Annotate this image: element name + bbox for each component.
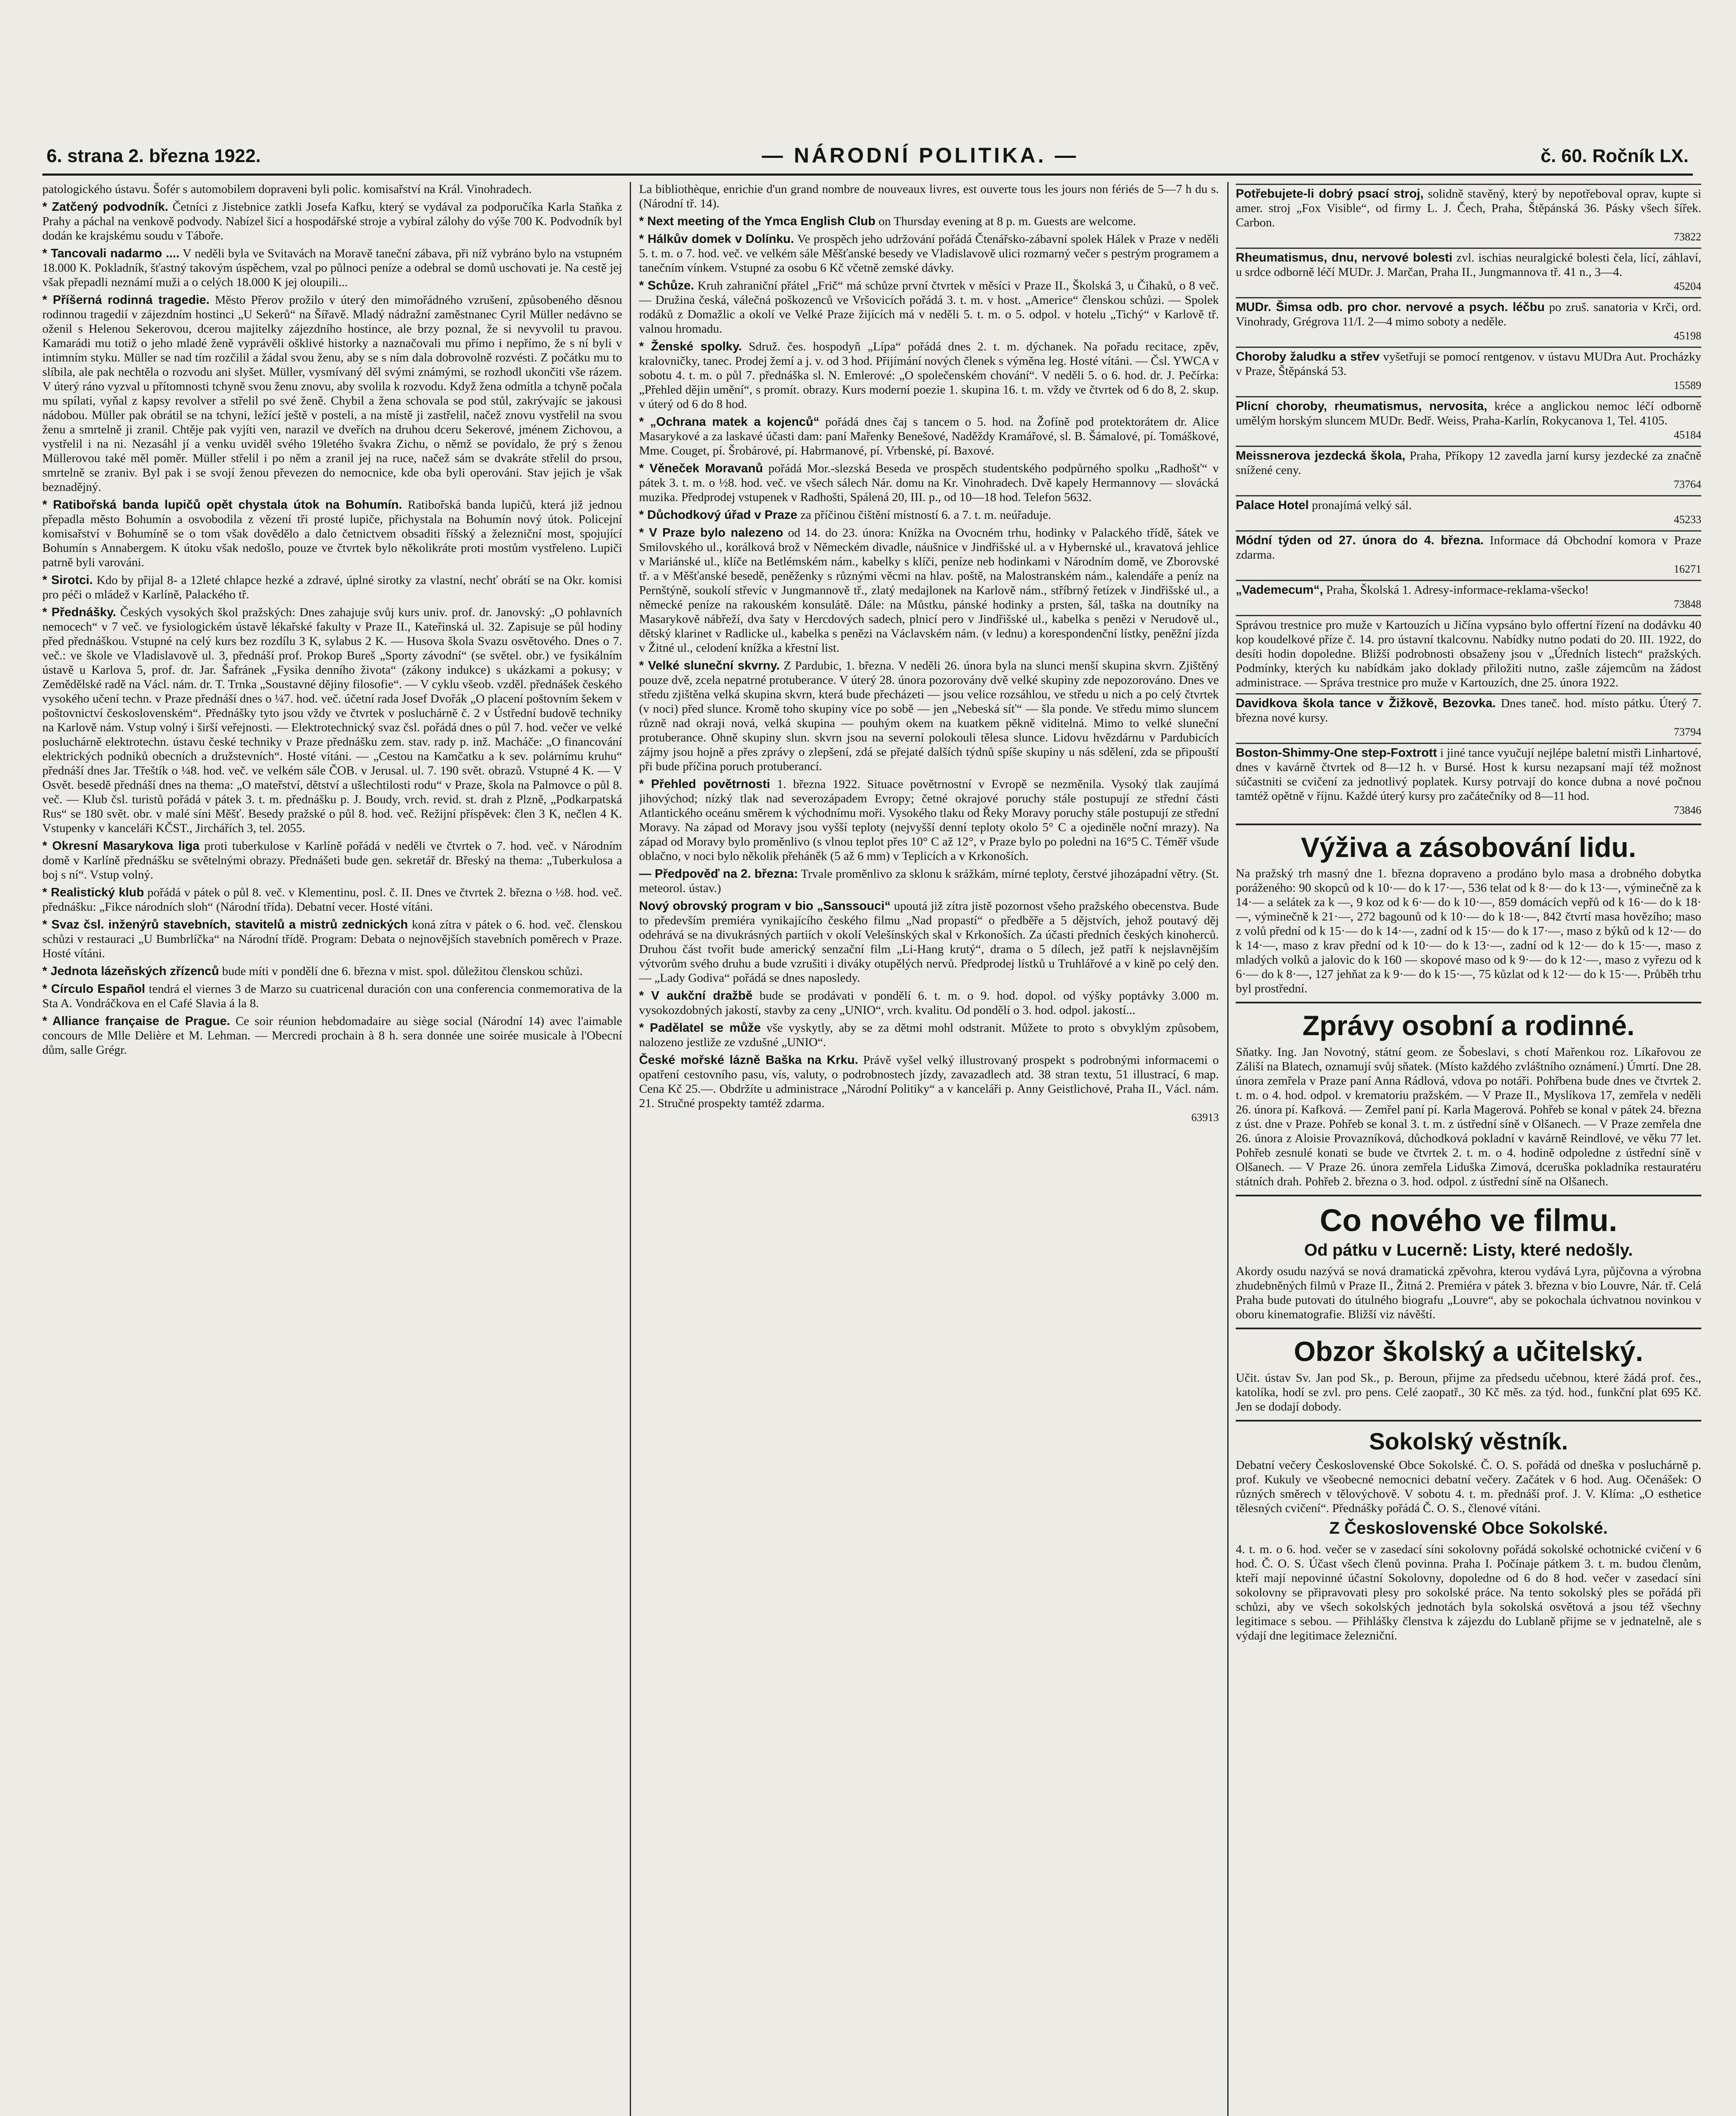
article-heading: Módní týden od 27. února do 4. března.: [1236, 534, 1484, 547]
article-text: i jiné tance vyučují nejlépe baletní mistři Linhartové, dnes v kavárně čtvrtek od 8—12 h. v Bursé. Host k kursu nezapsaní mají též možnost súčastniti se cvičení za jednotlivý poplatek. Kursy potrvají do konce dubna a nové počnou tamtéž opětně v říjnu. Každé úterý kursy pro začátečníky od 8—11 hod.: [1236, 746, 1701, 803]
article: [639, 867, 1219, 895]
article-sokol: Debatní večery Československé Obce Sokolské. Č. O. S. pořádá od dneška v posluchárně p. prof. Kukuly ve všeobecné nemocnici debatní večery. Začátek v 6 hod. Aug. Očenášek: O různých směrech v tělovýchově. V sobotu 4. t. m. přednáší prof. J. V. Klíma: „O esthetice tělesných cvičení“. Přednášky pořádá Č. O. S., členové vítáni.: [1236, 1458, 1701, 1515]
article: [42, 200, 622, 243]
article: [42, 573, 622, 602]
article: [639, 1053, 1219, 1125]
ad-number: 45184: [1674, 429, 1701, 441]
article: [639, 415, 1219, 458]
article-text: patologického ústavu. Šofér s automobilem dopraveni byli polic. komisařství na Král. Vinohradech.: [42, 182, 532, 196]
article: [42, 293, 622, 494]
article-text: V neděli byla ve Svitavách na Moravě taneční zábava, při níž vybráno bylo na vstupném 18.000 K. Pokladník, šťastný takovým úspěchem, vzal po půlnoci peníze a odebral se domů uschovati je. Na cestě jej však přepadli neznámí muži a o celých 18.000 K jej oloupili...: [42, 247, 622, 289]
article-text: pořádá dnes čaj s tancem o 5. hod. na Žofíně pod protektorátem dr. Alice Masarykové a za laskavé účasti dam: paní Mařenky Benešové, Naděždy Kramářové, sl. B. Šámalové, pí. Tomáškové, Mme. Couget, pí. Šrobárové, pí. Habrmanové, pí. Vrbenské, pí. Baxové.: [639, 415, 1219, 457]
article-text: pronajímá velký sál.: [1312, 499, 1412, 512]
article-text: upoutá již zítra jistě pozornost všeho pražského obecenstva. Bude to především premiéra vynikajícího českého filmu „Nad propastí“ o předběře a 5 dějstvích, jehož poutavý děj odehrává se na divukrásných partiích v okolí Velešínských skal v Krkonoších. Za účasti předních českých kinoherců. Druhou část tvořit bude americký senzační film „Li-Hang krutý“, drama o 5 dílech, jež patří k nejslavnějším výtvorům svého druhu a bude vzrušiti i diváky otupělých nervů. Předprodej lístků u Truhlářové a v kině po celý den. — „Lady Godiva“ pořádá se dnes naposledy.: [639, 899, 1219, 985]
article-heading: Davidkova škola tance v Žižkově, Bezovka.: [1236, 697, 1496, 710]
section-title-sokol: Sokolský věstník.: [1369, 1427, 1568, 1455]
article-heading: * Přednášky.: [42, 606, 116, 619]
article-heading: * Zatčený podvodník.: [42, 200, 168, 214]
column-rule: [1227, 182, 1229, 2116]
ad-number: 16271: [1674, 563, 1701, 575]
article-heading: — Předpověď na 2. března:: [639, 867, 798, 881]
section-divider: [1236, 1328, 1701, 1329]
article: [42, 964, 622, 978]
article-heading: Palace Hotel: [1236, 499, 1309, 512]
article-text: solidně stavěný, který by nepotřeboval oprav, kupte si amer. stroj „Fox Visible“, od firmy L. J. Čech, Praha, Štěpánská 36. Pásky všech šířek. Carbon.: [1236, 187, 1701, 229]
ad-number: 63913: [1191, 1111, 1219, 1124]
article-heading: Choroby žaludku a střev: [1236, 350, 1380, 364]
article-heading: * Přehled povětrnosti: [639, 777, 770, 791]
article-text: bude se prodávati v pondělí 6. t. m. o 9. hod. dopol. od výšky poptávky 3.000 m. vysokozdobných jakostí, stavby za ceny „UNIO“, vrch. kvalitu. Od pondělí o 3. hod. odpol. jakostí...: [639, 989, 1219, 1017]
article-text: Dnes taneč. hod. místo pátku. Úterý 7. března nové kursy.: [1236, 697, 1701, 725]
ad-number: 45233: [1674, 513, 1701, 526]
section-title-film: Co nového ve filmu.: [1320, 1202, 1618, 1238]
article-text: on Thursday evening at 8 p. m. Guests are welcome.: [878, 215, 1136, 228]
section-divider: [1236, 1002, 1701, 1003]
ad-number: 73848: [1674, 598, 1701, 610]
article-text: Město Přerov prožilo v úterý den mimořádného vzrušení, způsobeného děsnou rodinnou tragedií v zájezdním hostinci „U Sekerů“ na Šířavě. Mladý nádražní zaměstnanec Cyril Müller nedávno se oženil s Helenou Sekerovou, dcerou majitelky zájezdního hostince, ale brzy poznal, že si nevyvolil tu pravou. Kamarádi mu totiž o jeho mladé ženě vyprávěli ošklivé historky a naznačovali mu přímo i nepřímo, že s ní byli v intimním styku. Müller se nad tím rozčilil a žádal svou ženu, aby se s ním dala dobrovolně rozvésti. Z počátku mu to slíbila, ale pak nechtěla o rozvodu ani slyšet. Müller, vysmívaný děl svými známými, se rozhodl ukončiti vše rázem. V úterý ráno vyzval u přítomnosti tchyně svou ženu znovu, aby svolila k rozvodu. Když žena odmítla a tchyně počala mu spílati, vyňal z kapsy revolver a střelil po své ženě. Chybil a žena schovala se pod stůl, zakrývajíc se jakousi nádobou. Müller pak obrátil se na tchyni, ležící ještě v posteli, a na místě ji zastřelil, načež znovu vystřelil na svou ženu a smrtelně ji zranil. Chtěje pak vyjíti ven, narazil ve dveřích na druhou dceru Sekerové, jménem Zichovou, a vystřelil i na ni. Nezasáhl jí a venku uviděl svého 19letého švakra Zichu, o němž se povídalo, že prý s ženou Müllerovou také měl poměr. Müller střelil i po něm a zranil jej na ruce, načež sám se dvakráte střelil do prsou, smrtelně se zraniv. Byl pak i se svojí ženou převezen do nemocnice, kde oba byli operováni. Stav jejich je však beznadějný.: [42, 293, 622, 494]
article: [639, 278, 1219, 336]
article-text: bude míti v pondělí dne 6. března v mist. spol. důležitou členskou schůzi.: [222, 964, 583, 978]
article-heading: * Next meeting of the Ymca English Club: [639, 215, 876, 228]
article-film: Akordy osudu nazývá se nová dramatická zpěvohra, kterou vydává Lyra, půjčovna a výrobna zhudebněných filmů v Praze II., Žitná 2. Premiéra v pátek 3. března v bio Louvre, Nár. tř. Celá Praha bude putovati do útulného biografu „Louvre“, aby se pokochala úchvatnou novinkou v oboru kinematografie. Bližší viz návěští.: [1236, 1265, 1701, 1322]
article-heading: * Sirotci.: [42, 573, 93, 587]
ad-number: 73846: [1674, 804, 1701, 816]
article-heading: * Realistický klub: [42, 886, 144, 899]
article-text: vše vyskytly, aby se za dětmi mohl odstranit. Můžete to proto s obvyklým způsobem, nalozeno jestliže ze vzdušné „UNIO“.: [639, 1021, 1219, 1049]
article-text: za příčinou čištění místností 6. a 7. t. m. neúřaduje.: [800, 508, 1051, 522]
article-heading: České mořské lázně Baška na Krku.: [639, 1053, 858, 1067]
article-heading: Nový obrovský program v bio „Sanssouci“: [639, 899, 891, 913]
article-text: Českých vysokých škol pražských: Dnes zahajuje svůj kurs univ. prof. dr. Janovský: „O pohlavních nemocech“ v 7 več. ve fysiologickém ústavě lékařské fakulty v Praze II., Kateřinská ul. 32. Zapisuje se půl hodiny před přednáškou. Vstupné na celý kurs bez rozdílu 3 K, sylabus 2 K. — Husova škola Svazu osvětového. Dnes o 7. več.: ve škole ve Vladislavově ul. 3, přednáší prof. Prokop Bureš „Sporty závodní“ (se světel. obr.) ve fysikálním ústavě u Karlova 5, prof. dr. Jar. Šafránek „Fysika denního života“ (zákony indukce) s ukázkami a pokusy; v Zemědělské radě na Václ. nám. dr. T. Trnka „Soustavné dějiny filosofie“. — V cyklu všeob. vzděl. přednášek českého vysokého učení techn. v Praze přednáší dnes o ¼7. hod. več. účetní rada Josef Dvořák „O placení poštovním šekem v poštovnictví československém“. Přednášky tyto jsou vždy ve čtvrtek v posluchárně č. 2 v Ústřední budově techniky na Karlově nám. Vstup volný i širší veřejnosti. — Elektrotechnický svaz čsl. pořádá dnes o půl 7. hod. večer ve velké posluchárně elektrotechn. ústavu české techniky v Praze přednášku zem. stav. rady p. inž. Macháče: „O financování elektrických podniků obecních a družstevních“. Hosté vítáni. — „Cestou na Kamčatku a k sev. polárnímu kruhu“ přednáší dnes Jar. Třeštík o ¼8. hod. več. ve velkém sále ČOB. v Jerusal. ul. 7. 190 svět. obrazů. Vstupné 4 K. — V Osvět. besedě přednáší dnes na thema: „O mateřství, dětství a ušlechtilosti rodu“ v Praze, škola na Palmovce o půl 8. več. — Klub čsl. turistů pořádá v pátek 3. t. m. přednášku p. J. Boudy, vrch. revid. st. drah z Plzně, „Podkarpatská Rus“ se 180 svět. obr. v malé síni Měšť. Besedy pražské o půl 8. hod. več. Režijní příspěvek: člen 3 K, nečlen 4 K. Vstupenky v kanceláři KČST., Jirchářích 3, tel. 2055.: [42, 606, 622, 835]
classified-ad: [1236, 248, 1701, 294]
article-heading: Boston-Shimmy-One step-Foxtrott: [1236, 746, 1437, 760]
ad-number: 45204: [1674, 280, 1701, 292]
ad-number: 73764: [1674, 478, 1701, 490]
classified-ad: [1236, 495, 1701, 527]
article-heading: * Círculo Español: [42, 982, 145, 996]
article-heading: * Velké sluneční skvrny.: [639, 659, 780, 672]
article: [639, 461, 1219, 504]
article-text: Kruh zahraniční přátel „Frič“ má schůze první čtvrtek v měsíci v Praze II., Školská 3, u Čihaků, o 8 več. — Družina česká, válečná poškozenců ve Vršovicích pořádá 3. t. m. v host. „Americe“ členskou schůzi. — Spolek rodáků z Domažlic a okolí ve Velké Praze žijících má v neděli 5. t. m. o 5. odpol. v hotelu „Tichý“ v Karlově tř. valnou hromadu.: [639, 279, 1219, 336]
classified-ad: [1236, 446, 1701, 492]
article: [639, 899, 1219, 985]
article-text: pořádá v pátek o půl 8. več. v Klementinu, posl. č. II. Dnes ve čtvrtek 2. března o ½8. hod. več. přednášku: „Fikce národních sloh“ (Národní třída). Debatní vecer. Hosté vítáni.: [42, 886, 622, 914]
article-text: Četníci z Jistebnice zatkli Josefa Kafku, který se vydával za podporučíka Karla Staňka z Prahy a páchal na venkově podvody. Nabízel šicí a hospodářské stroje a vybíral zálohy do výše 700 K. Podvodník byl dodán ke krajskému soudu v Táboře.: [42, 200, 622, 242]
masthead: — NÁRODNÍ POLITIKA. —: [762, 143, 1079, 167]
article-heading: * Svaz čsl. inženýrů stavebních, stavitelů a mistrů zednických: [42, 918, 408, 931]
section-title-skolsky: Obzor školský a učitelský.: [1294, 1336, 1643, 1367]
article: [42, 1014, 622, 1057]
article-heading: Plicní choroby, rheumatismus, nervosita,: [1236, 400, 1488, 413]
article: [42, 839, 622, 882]
article-heading: Meissnerova jezdecká škola,: [1236, 449, 1405, 463]
article-text: Správou trestnice pro muže v Kartouzích u Jičína vypsáno bylo offertní řízení na dodávku 40 kop koudelkové příze č. 14. pro ústavní tkalcovnu. Nabídky nutno podati do 20. III. 1922, do desíti hodin dopoledne. Bližší podrobnosti obsaženy jsou v „Úředních listech“ pražských. Podmínky, kterých ku nabídkám jako doklady přiložiti nutno, zašle zájemcům na žádost administrace. — Správa trestnice pro muže v Kartouzích, dne 25. února 1922.: [1236, 618, 1701, 689]
article-text: Ve prospěch jeho udržování pořádá Čtenářsko-zábavní spolek Hálek v Praze v neděli 5. t. m. o 7. hod. več. ve velkém sále Měšťanské besedy ve Vladislavově ulici rozmarný večer s pestrým programem a tanečním vínkem. Vstupné za osobu 6 Kč včetně zemské dávky.: [639, 232, 1219, 275]
article-zpravy: Sňatky. Ing. Jan Novotný, státní geom. ze Šobeslavi, s chotí Mařenkou roz. Líkařovou ze Záliší na Blatech, oznamují svůj sňatek. (Místo každého zvláštního oznámení.) Úmrtí. Dne 28. února zemřela v Praze paní Anna Rádlová, vdova po notáři. Pohřbena bude dnes ve čtvrtek 2. t. m. o 4. hod. odpol. v krematoriu pražském. — V Praze II., Myslíkova 17, zemřela v neděli 26. února pí. Kafková. — Zemřel paní pí. Karla Magerová. Pohřeb se konal v pátek 24. března z úst. dne v Praze. Pohřeb se konal 3. t. m. z ústřední síně v Olšanech. — V Praze zemřela dne 26. února z Aloisie Provazníková, důchodková pokladní v kavárně Reindlové, ve věku 77 let. Pohřeb zesnulé konati se bude ve čtvrtek 2. t. m. o 4. hodině odpoledne z ústřední síně v Olšanech. — V Praze 26. února zemřela Liduška Zimová, dceruška pokladníka restauratéru státních drah. Pohřeb 2. března o 3. hod. odpol. z ústřední síně na Olšanech.: [1236, 1045, 1701, 1188]
article: [42, 885, 622, 914]
article: [639, 989, 1219, 1017]
article-heading: * Okresní Masarykova liga: [42, 839, 200, 853]
header-date: 6. strana 2. března 1922.: [47, 146, 261, 166]
article-vyziva: Na pražský trh masný dne 1. března dopraveno a prodáno bylo masa a drobného dobytka poráženého: 90 skopců od k 10·— do k 17·—, 536 telat od k 8·— do k 13·—, výminečně za k 14·— a selátek za k —, 9 koz od k 6·— do k 10·—, 859 domácích vepřů od k 16·— do k 18·—, výminečně k 21·—, 272 bagounů od k 10·— do k 18·—, 842 čtvrtí masa hovězího; maso z volů přední od k 15·— do k 14·—, zadní od k 15·— do k 17·—, maso z býků od k 12·— do k 14·—, maso z krav přední od k 10·— do k 13·—, zadní od k 12·— do k 15·—, maso z mladých volků a jalovic do k 160 — skopové maso od k 9·— do k 12·—, maso z vyřezu od k 6·— do k 8·—, 127 jehňat za k 9·— do k 15·—, 75 kůzlat od k 12·— do k 15·—. Průběh trhu byl prostřední.: [1236, 867, 1701, 996]
article-text: La bibliothèque, enrichie d'un grand nombre de nouveaux livres, est ouverte tous les jours non fériés de 5—7 h du s. (Národní tř. 14).: [639, 182, 1219, 210]
header-issue: č. 60. Ročník LX.: [1540, 146, 1689, 166]
article-heading: * Padělatel se může: [639, 1021, 761, 1035]
article-text: Kdo by přijal 8- a 12leté chlapce hezké a zdravé, úplné sirotky za vlastní, nechť obrátí se na Okr. komisi pro péči o mládež v Karlíně, Palackého tř.: [42, 573, 622, 601]
classified-ad: [1236, 530, 1701, 576]
article-text: Praha, Školská 1. Adresy-informace-reklama-všecko!: [1326, 583, 1589, 597]
section-divider: [1236, 824, 1701, 825]
ad-number: 45198: [1674, 330, 1701, 342]
article: [639, 526, 1219, 655]
article-text: Informace dá Obchodní komora v Praze zdarma.: [1236, 534, 1701, 562]
article: [639, 658, 1219, 774]
classified-ad: [1236, 580, 1701, 612]
section-title-vyziva: Výživa a zásobování lidu.: [1301, 832, 1637, 863]
article: [42, 182, 622, 196]
article: [639, 1021, 1219, 1050]
column-1: [42, 182, 622, 2116]
sokol-subheading: Z Československé Obce Sokolské.: [1329, 1519, 1608, 1538]
article-text: tendrá el viernes 3 de Marzo su cuatricenal duración con una conferencia conmemorativa de la Sta A. Vondráčkova en el Café Slavia á la 8.: [42, 982, 622, 1010]
article-heading: * Ratibořská banda lupičů opět chystala útok na Bohumín.: [42, 498, 402, 512]
article-heading: * „Ochrana matek a kojenců“: [639, 415, 820, 429]
classified-ad: [1236, 184, 1701, 244]
article-heading: * V aukční dražbě: [639, 989, 753, 1003]
article: [639, 508, 1219, 522]
article: [42, 246, 622, 289]
article-sokol-2: 4. t. m. o 6. hod. večer se v zasedací síni sokolovny pořádá sokolské ochotnické cvičení v 6 hod. Č. O. S. Účast všech členů povinna. Praha I. Počínaje pátkem 3. t. m. budou členům, kteří mají nepovinné účastní Sokolovny, dopoledne od 6 do 8 hod. večer v zasedací síni sokolovny se připravovati plesy pro sokolské práce. Na tento sokolský ples se pořádá při schůzi, aby ve všech sokolských jednotách byla sokolská osvětová a jsou též všechny legitimace s sebou. — Přihlášky členstva k zájezdu do Lublaně přijme se v jednatelně, ale s výdají dne legitimace železniční.: [1236, 1543, 1701, 1643]
article: [639, 339, 1219, 411]
classified-ad: [1236, 297, 1701, 343]
article-heading: * Tancovali nadarmo ....: [42, 247, 180, 260]
article-heading: * Hálkův domek v Dolínku.: [639, 232, 794, 246]
article-text: pořádá Mor.-slezská Beseda ve prospěch studentského podpůrného spolku „Radhošť“ v pátek 3. t. m. o ½8. hod. več. ve všech sálech Nár. domu na Kr. Vinohradech. Dvě kapely Hermannovy — slovácká muzika. Předprodej vstupenek v Radhošti, Spálená 20, III. p., od 10—18 hod. Telefon 5632.: [639, 462, 1219, 504]
section-divider: [1236, 1195, 1701, 1196]
article-heading: Potřebujete-li dobrý psací stroj,: [1236, 187, 1424, 201]
article: [42, 982, 622, 1011]
article-text: zvl. ischias neuralgické bolesti čela, lící, záhlaví, u srdce odborně léčí MUDr. J. Marčan, Praha II., Jungmannova tř. 41 n., 3—4.: [1236, 251, 1701, 279]
article: [639, 777, 1219, 863]
page-header: [42, 140, 1693, 176]
article: [42, 498, 622, 570]
article-heading: Rheumatismus, dnu, nervové bolesti: [1236, 251, 1452, 264]
film-subheading: Od pátku v Lucerně: Listy, které nedošly.: [1304, 1241, 1633, 1260]
article-text: koná zítra v pátek o 6. hod. več. členskou schůzi v restauraci „U Bumbrlíčka“ na Národní třídě. Program: Debata o nejnovějších stavebních poměrech v Praze. Hosté vítáni.: [42, 918, 622, 960]
article-heading: * Schůze.: [639, 279, 694, 292]
article-text: Ce soir réunion hebdomadaire au siège social (Národní 14) avec l'aimable concours de Mlle Delière et M. Lehman. — Mercredi prochain à 8 h. sera donnée une soirée musicale à l'Obecní dům, salle Grégr.: [42, 1014, 622, 1057]
column-3: [1236, 182, 1701, 2116]
article-heading: * Alliance française de Prague.: [42, 1014, 230, 1028]
article-text: Právě vyšel velký illustrovaný prospekt s podrobnými informacemi o opatření cestovního pasu, vís, valuty, o podrobnostech jízdy, zavazadlech atd. 38 stran textu, 51 illustrací, 6 map. Cena Kč 25.—. Obdržíte u administrace „Národní Politiky“ a v kanceláři p. Anny Geistlichové, Praha II., Václ. nám. 21. Stručné prospekty tamtéž zdarma.: [639, 1053, 1219, 1110]
article-heading: * Jednota lázeňských zřízenců: [42, 964, 219, 978]
article: [639, 182, 1219, 211]
classified-ad: [1236, 693, 1701, 739]
classified-ad: [1236, 347, 1701, 393]
article: [42, 605, 622, 835]
article-heading: * Ženské spolky.: [639, 340, 742, 353]
section-divider: [1236, 1420, 1701, 1422]
article-text: Ratibořská banda lupičů, která již jednou přepadla město Bohumín a osvobodila z vězení tři prosté lupiče, přichystala na Bohumín nový útok. Policejní komisařství v Bohumíně se o tom však dovědělo a dalo četnictvem obsaditi říšský a železniční most, spojující Bohumín s Annabergem. K útoku však nedošlo, pouze ve čtvrtek bylo několikráte proti mostům vystřeleno. Lupiči patrně byli varováni.: [42, 498, 622, 569]
article: [639, 214, 1219, 229]
ad-number: 73794: [1674, 726, 1701, 738]
classified-ad: [1236, 615, 1701, 690]
section-title-zpravy: Zprávy osobní a rodinné.: [1302, 1010, 1635, 1041]
article-heading: * Věneček Moravanů: [639, 462, 763, 475]
column-rule: [630, 182, 631, 2116]
article-heading: „Vademecum“,: [1236, 583, 1323, 597]
ad-number: 15589: [1674, 379, 1701, 391]
column-2: [639, 182, 1219, 2116]
article-text: 1. března 1922. Situace povětrnostní v Evropě se nezměnila. Vysoký tlak zaujímá jihovýchod; nízký tlak nad severozápadem Evropy; četné okrajové poruchy stále postupují ze střední části Atlantického oceánu směrem k východnímu moři. Vysokého tlaku od Řeky Moravy poruchy stále postupují ze střední Moravy. Na západ od Moravy jsou vyšší teploty (nejvyšší denní teploty okolo 5° C a ojediněle noční mrazy). Na západ od Moravy bylo proměnlivo (s vlnou teplot přes 10° C až 12°, v Praze bylo po poledni na 16°5 C. Téměř všude oblačno, v noci bylo několik přeháněk (5 až 6 mm) v Teplicích a v Krkonoších.: [639, 777, 1219, 863]
article-heading: * V Praze bylo nalezeno: [639, 526, 783, 540]
article-heading: * Důchodkový úřad v Praze: [639, 508, 797, 522]
article-text: Praha, Příkopy 12 zavedla jarní kursy jezdecké za značně snížené ceny.: [1236, 449, 1701, 477]
article-text: po zruš. sanatoria v Krči, ord. Vinohrady, Grégrova 11/I. 2—4 mimo soboty a neděle.: [1236, 300, 1701, 328]
article-text: vyšetřuji se pomocí rentgenov. v ústavu MUDra Aut. Procházky v Praze, Štěpánská 53.: [1236, 350, 1701, 378]
article-text: Sdruž. čes. hospodyň „Lípa“ pořádá dnes 2. t. m. dýchanek. Na pořadu recitace, zpěv, kralovničky, tanec. Prodej žemí a j. v. od 3 hod. Přijímání nových členek s výměna leg. Hosté vítáni. — Čsl. YWCA v sobotu 4. t. m. o půl 7. přednáška sl. N. Emlerové: „O společenském chování“. V neděli 5. o 6. hod. dr. J. Pečírka: „Přehled dějin umění“, s promít. obrazy. Kurs moderní poezie 1. skupina 16. t. m. vždy ve čtvrtek od 6 do 8, 2. skup. v úterý od 6 do 8 hod.: [639, 340, 1219, 411]
article-heading: * Příšerná rodinná tragedie.: [42, 293, 210, 307]
article-skolsky: Učit. ústav Sv. Jan pod Sk., p. Beroun, přijme za předsedu učebnou, které žádá prof. čes., katolíka, hodí se zvl. pro pens. Celé zaopatř., 30 Kč měs. za týd. hod., funkční plat 695 Kč. Jen se dodají dobody.: [1236, 1371, 1701, 1413]
ad-number: 73822: [1674, 231, 1701, 243]
article: [42, 917, 622, 961]
classified-ad: [1236, 743, 1701, 818]
article-text: od 14. do 23. února: Knížka na Ovocném trhu, hodinky v Palackého třídě, šátek ve Smilovského ul., korálková brož v Německém divadle, náušnice v Jindřišské ul. a v Hybernské ul., kravatová jehlice v Mariánské ul., klíče na Betlémském nám., kabelky s klíči, peníze neb hodinkami v Národním domě, ve Zborovské tř. a v Měšťanské besedě, peněženky s různými věcmi na hlav. poště, na Malostranském nám., kalendáře a peníz na Pernštýně, soukolí střevíc v Jungmannově tř., zlatý medajlonek na Karlově nám., stříbrný řetízek v Jindřišské ul., a německé peníze na rakouském konsulátě. Dále: na Můstku, pánské hodinky a prsten, šál, taška na doutníky na Masarykově nábřeží, dva šaty v Hercdových sadech, plnicí pero v Jindřišské ul., kabelka s penězi v Nerudově ul., dětský klarinet v Radlicke ul., kabelka s penězi na Václavském nám. (v lednu) a korespondenční lístky, peněžní jízda v Žitné ul., celodení knížka a křestní list.: [639, 526, 1219, 655]
article-text: proti tuberkulose v Karlíně pořádá v neděli ve čtvrtek o 7. hod. več. v Národním domě v Karlíně přednášku se světelnými obrazy. Přednášeti bude gen. sekretář dr. Břeský na thema: „Tuberkulosa a boj s ní“. Vstup volný.: [42, 839, 622, 882]
classified-ads: [1236, 184, 1701, 818]
article-heading: MUDr. Šimsa odb. pro chor. nervové a psych. léčbu: [1236, 300, 1545, 314]
article-text: kréce a anglickou nemoc léčí odborně umělým horským sluncem MUDr. Bedř. Weiss, Praha-Karlín, Rokycanova 1, Tel. 4105.: [1236, 400, 1701, 427]
article-text: Z Pardubic, 1. března. V neděli 26. února byla na slunci menší skupina skvrn. Zjištěný pouze dvě, zcela nepatrné protuberance. V úterý 28. února pozorovány dvě velké skupiny zde nepozorováno. Dnes ve středu zjištěna velká skupina skvrn, která bude přecházeti — jsou velice rozsáhlou, ve středu u nich a po celý čtvrtek (v noci) před slunce. Kromě toho skupiny více po sobě — jen „Nebeská síť“ — šla ponde. Ve středu mimo sluncem různě nad okraji nová, velká skupina — pouhým okem na kuatkem pěkně viditelná. Mimo to velké sluneční protuberance. Ohně skupiny slun. skvrn jsou na severní polokouli tělesa slunce. Lidovu hvězdárnu v Pardubicích zájmy jsou hojně a přes zprávy o zlepšení, zdá se přejaté dalších týdnů spíše skupiny u nás sdělení, zda se připouští při bude příčina poruch protuberancí.: [639, 659, 1219, 773]
article: [639, 232, 1219, 275]
classified-ad: [1236, 396, 1701, 442]
article-text: Trvale proměnlivo za sklonu k srážkám, mírné teploty, čerstvé jihozápadní větry. (St. meteorol. ústav.): [639, 867, 1219, 895]
